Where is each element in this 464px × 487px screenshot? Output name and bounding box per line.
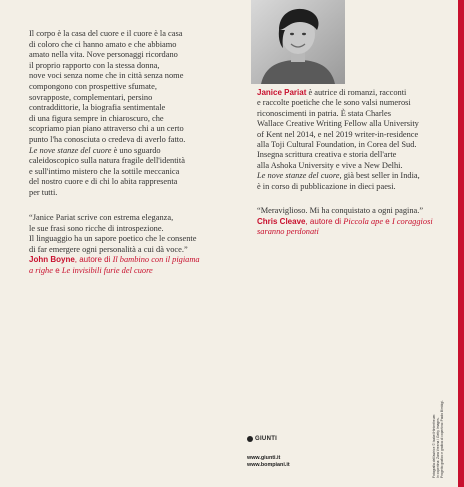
reviewer-book: saranno perdonati: [257, 227, 319, 236]
quote-line: “Meraviglioso. Mi ha conquistato a ogni pagina.”: [257, 206, 424, 215]
blurb-line: contraddittorie, la biografia sentimentale: [29, 103, 166, 113]
quote-line: “Janice Pariat scrive con estrema eleganza,: [29, 213, 174, 222]
quote-attribution: [257, 217, 447, 227]
credit-line: In copertina: Zara Vreena / Getty Images.: [436, 417, 440, 478]
reviewer-and: e: [52, 265, 62, 275]
publisher-logo: [247, 436, 277, 442]
credit-line: Progetto grafico e grafica di copertina: Paolo Bimbigi.: [440, 400, 444, 478]
quote-line: Il linguaggio ha un sapore poetico che le consente: [29, 234, 197, 244]
review-quote-boyne: [29, 213, 242, 276]
bio-line: Insegna scrittura creativa e storia dell'arte: [257, 150, 397, 160]
reviewer-role: , autore di: [305, 216, 344, 226]
reviewer-role: , autore di: [74, 255, 113, 265]
review-quote-cleave: [257, 206, 447, 237]
bio-line: [257, 171, 442, 181]
bio-text: è autrice di romanzi, racconti: [306, 88, 407, 97]
blurb-line: il proprio rapporto con la stessa donna,: [29, 60, 160, 70]
bio-text: , già best seller in India,: [339, 171, 420, 181]
author-portrait-image: [251, 0, 345, 84]
blurb-line: punto l'ha conosciuta o credeva di averlo fatto.: [29, 134, 186, 144]
bio-line: of Kent nel 2014, e nel 2019 writer-in-residence: [257, 129, 419, 139]
credit-line: Fotografia dell'autrice © Isabel Hintertheuer.: [432, 413, 436, 478]
reviewer-name: Chris Cleave: [257, 216, 306, 226]
blurb-line: nove voci senza nome che in città senza nome: [29, 71, 184, 81]
publisher-url[interactable]: www.bompiani.it: [247, 462, 290, 469]
publisher-mark-icon: [247, 436, 253, 442]
reviewer-book: Le invisibili furie del cuore: [61, 265, 153, 275]
bio-line: riconoscimenti in patria. È stata Charles: [257, 108, 391, 118]
author-bio: [257, 88, 442, 192]
blurb-line: sovrapposte, complementari, persino: [29, 92, 153, 102]
bio-line: [257, 88, 442, 98]
blurb-line: per tutti.: [29, 187, 58, 197]
blurb-line: e sull'intimo mistero che la sottile meccanica: [29, 166, 180, 176]
blurb-line: di una figura sempre in chiaroscuro, che: [29, 113, 164, 123]
reviewer-and: e: [383, 216, 392, 226]
publisher-urls: [247, 455, 290, 469]
spine-edge-stripe: [458, 0, 464, 487]
back-cover-blurb: [29, 29, 242, 199]
reviewer-book: Piccola ape: [343, 216, 384, 226]
bio-line: e raccolte poetiche che le sono valsi numerosi: [257, 98, 411, 108]
quote-attribution: [29, 255, 242, 265]
reviewer-book: I coraggiosi: [391, 216, 433, 226]
quote-attribution-cont: [257, 227, 447, 237]
book-title: Le nove stanze del cuore: [29, 145, 112, 155]
bio-line: è in corso di pubblicazione in dieci paesi.: [257, 181, 396, 191]
quote-attribution-cont: [29, 266, 242, 276]
reviewer-name: John Boyne: [29, 255, 75, 265]
blurb-line: caleidoscopico sulla natura fragile dell'identità: [29, 156, 185, 166]
blurb-line: amato nella vita. Nove personaggi ricordano: [29, 50, 178, 60]
bio-line: Wallace Creative Writing Fellow alla University: [257, 119, 419, 129]
reviewer-book: a righe: [29, 265, 53, 275]
blurb-line: di coloro che ci hanno amato e che abbiamo: [29, 39, 177, 49]
blurb-line: Il corpo è la casa del cuore e il cuore è la casa: [29, 29, 183, 38]
blurb-text: è uno sguardo: [111, 145, 161, 155]
reviewer-book: Il bambino con il pigiama: [112, 255, 200, 265]
blurb-line: [29, 146, 242, 157]
blurb-line: compongono con prospettive sfumate,: [29, 81, 157, 91]
quote-line: le sue frasi sono ricche di introspezione.: [29, 223, 164, 233]
author-name: Janice Pariat: [257, 88, 307, 97]
bio-line: alla Toji Cultural Foundation, in Corea del Sud.: [257, 140, 417, 150]
blurb-line: del nostro cuore e di chi lo abita rappresenta: [29, 177, 178, 187]
publisher-name: GIUNTI: [255, 436, 278, 442]
publisher-url[interactable]: www.giunti.it: [247, 455, 281, 461]
blurb-line: scopriamo pian piano attraverso chi a un certo: [29, 124, 184, 134]
cover-credits: [432, 318, 448, 478]
quote-line: di far emergere ogni personalità a cui dà voce.”: [29, 244, 188, 254]
book-title: Le nove stanze del cuore: [257, 171, 340, 181]
author-photo: [251, 0, 345, 84]
bio-line: alla Ashoka University e vive a New Delhi.: [257, 160, 403, 170]
